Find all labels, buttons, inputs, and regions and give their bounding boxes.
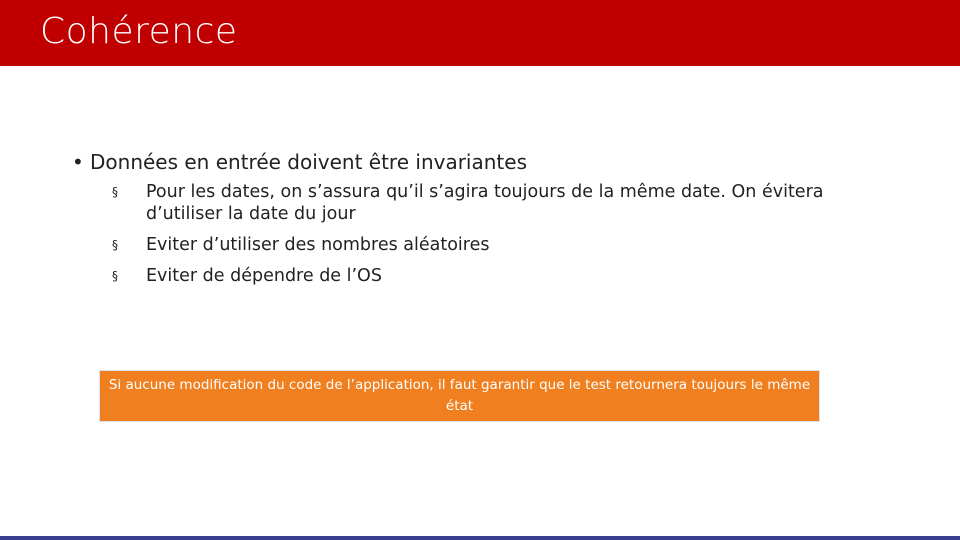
square-bullet-marker: § <box>112 185 118 199</box>
bullet-item <box>72 147 832 177</box>
bottom-border-line <box>0 536 960 540</box>
sub-bullet-item <box>72 265 832 287</box>
callout-text: Si aucune modification du code de l’application, il faut garantir que le test retournera toujours le même état <box>108 377 811 414</box>
bullet-text: Données en entrée doivent être invariantes <box>90 150 527 174</box>
sub-bullet-text: Eviter de dépendre de l’OS <box>146 266 382 286</box>
sub-bullet-list <box>72 181 832 287</box>
title-bar <box>0 0 960 66</box>
sub-bullet-item <box>72 181 832 225</box>
square-bullet-marker: § <box>112 269 118 283</box>
square-bullet-marker: § <box>112 238 118 252</box>
bullet-marker: • <box>72 150 84 174</box>
slide-title: Cohérence <box>40 11 238 52</box>
sub-bullet-text: Pour les dates, on s’assura qu’il s’agira toujours de la même date. On évitera d’utiliser la date du jour <box>146 182 824 224</box>
slide-content <box>72 147 832 296</box>
sub-bullet-text: Eviter d’utiliser des nombres aléatoires <box>146 235 490 255</box>
callout-box <box>99 370 820 422</box>
sub-bullet-item <box>72 234 832 256</box>
